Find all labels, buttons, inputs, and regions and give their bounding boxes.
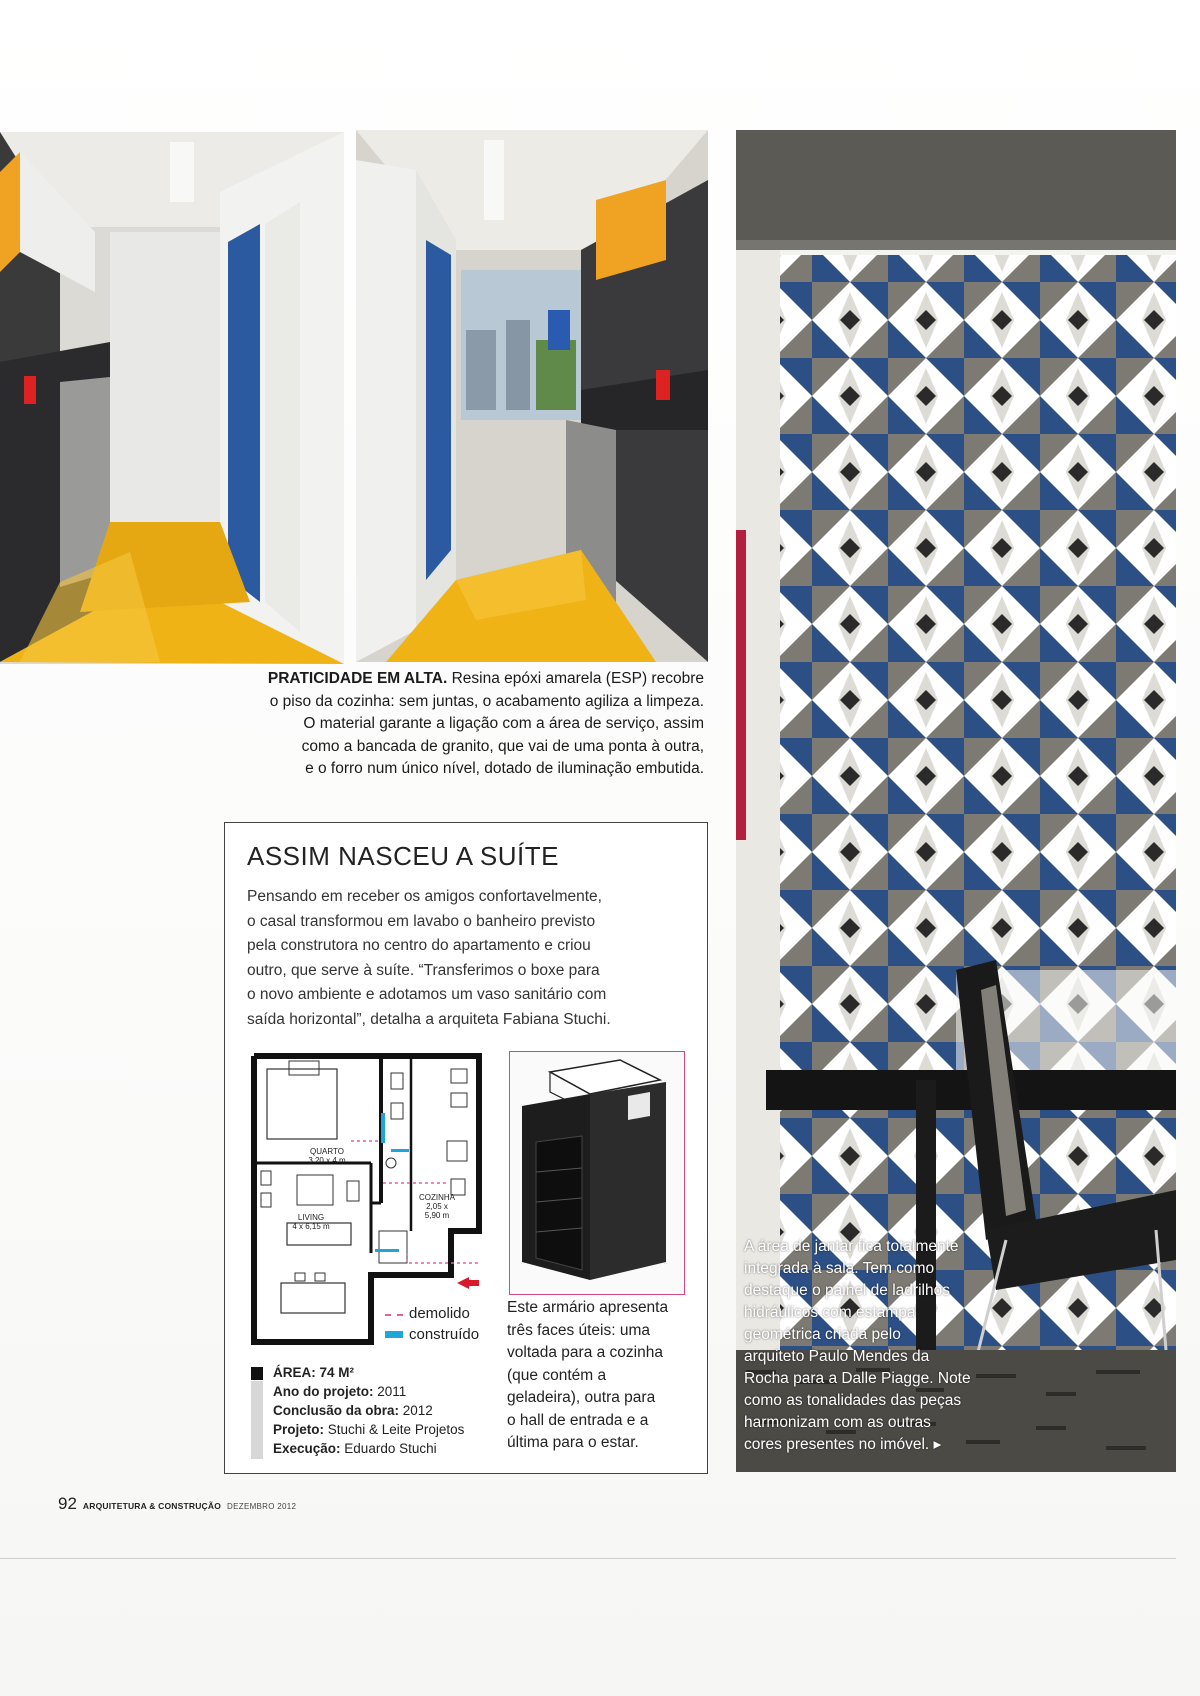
issue-date: DEZEMBRO 2012 (227, 1502, 297, 1511)
page-footer (58, 1494, 296, 1514)
room-label-living (281, 1213, 341, 1231)
kitchen-illustration-left (0, 132, 344, 664)
cabinet-text-line: última para o estar. (507, 1434, 639, 1451)
dining-caption-line: integrada à sala. Tem como (744, 1260, 935, 1277)
cabinet-text-line: o hall de entrada e a (507, 1411, 649, 1429)
caption-lead: PRATICIDADE EM ALTA. (267, 670, 448, 687)
kitchen-photo-left (0, 132, 344, 664)
caption-line-4: como a bancada de granito, que vai de uma ponta à outra, (301, 737, 704, 755)
page-number: 92 (58, 1494, 77, 1513)
cabinet-text-line: (que contém a (507, 1366, 607, 1384)
sidebar-body-line: Pensando em receber os amigos confortavelmente, (247, 888, 602, 905)
caption-line-1-text: Resina epóxi amarela (ESP) recobre (447, 670, 704, 687)
spec-done-label: Conclusão da obra: (273, 1403, 400, 1418)
dining-caption-line: harmonizam com as outras (744, 1414, 931, 1431)
magazine-name: ARQUITETURA & CONSTRUÇÃO (82, 1501, 222, 1511)
room-cozinha-size-b: 5,90 m (424, 1211, 450, 1220)
specs-bar-dark (251, 1367, 263, 1380)
dining-caption-line: arquiteto Paulo Mendes da (744, 1348, 930, 1365)
sidebar-body-line: saída horizontal”, detalha a arquiteta Fabiana Stuchi. (247, 1010, 611, 1028)
dining-caption (744, 1236, 984, 1456)
spec-project-value: Stuchi & Leite Projetos (324, 1422, 465, 1437)
legend-built (385, 1324, 479, 1345)
dining-caption-line: geométrica criada pelo (744, 1326, 901, 1343)
legend-built-label: construído (409, 1326, 480, 1343)
spec-year-label: Ano do projeto: (273, 1384, 374, 1399)
dining-caption-line: Rocha para a Dalle Piagge. Note (744, 1370, 971, 1387)
spec-year (273, 1382, 464, 1401)
room-cozinha-size-a: 2,05 x (426, 1202, 448, 1211)
legend-dash-swatch (385, 1314, 403, 1316)
bottom-rule (0, 1558, 1176, 1559)
spec-year-value: 2011 (373, 1384, 407, 1399)
room-living-size: 4 x 6,15 m (292, 1222, 330, 1231)
room-label-quarto (297, 1147, 357, 1165)
caption-line-2: o piso da cozinha: sem juntas, o acabamento agiliza a limpeza. (269, 692, 704, 710)
kitchen-caption (224, 668, 704, 781)
suite-sidebar-box (224, 822, 708, 1474)
dining-caption-line: A área de jantar fica totalmente (744, 1238, 959, 1255)
room-quarto-size: 3,20 x 4 m (308, 1156, 346, 1165)
room-cozinha-name: COZINHA (419, 1193, 455, 1202)
spec-done (273, 1401, 464, 1420)
sidebar-title: ASSIM NASCEU A SUÍTE (247, 841, 559, 871)
cabinet-text-line: três faces úteis: uma (507, 1321, 651, 1339)
spec-exec-value: Eduardo Stuchi (340, 1441, 437, 1456)
kitchen-illustration-right (356, 130, 708, 662)
legend-blue-swatch (385, 1331, 403, 1338)
room-label-cozinha (417, 1193, 457, 1220)
spec-project-label: Projeto: (273, 1422, 325, 1437)
dining-caption-line: hidráulicos com estampa (744, 1304, 916, 1321)
caption-line-1 (224, 668, 704, 691)
cabinet-illustration (509, 1051, 685, 1295)
specs-bar-light (251, 1381, 263, 1459)
dining-caption-line: cores presentes no imóvel. ▸ (744, 1436, 942, 1453)
plan-legend (385, 1303, 479, 1345)
legend-demolished-label: demolido (409, 1305, 470, 1322)
sidebar-body-line: o casal transformou em lavabo o banheiro previsto (247, 912, 596, 930)
dining-caption-line: destaque o painel de ladrilhos (744, 1282, 950, 1299)
sidebar-body-line: outro, que serve à suíte. “Transferimos o boxe para (247, 961, 600, 979)
floor-plan (251, 1053, 483, 1345)
dining-caption-line: como as tonalidades das peças (744, 1392, 962, 1409)
sidebar-body-line: o novo ambiente e adotamos um vaso sanitário com (247, 986, 607, 1003)
kitchen-photo-right (356, 130, 708, 662)
caption-line-5: e o forro num único nível, dotado de iluminação embutida. (305, 760, 704, 777)
room-living-name: LIVING (297, 1213, 325, 1222)
cabinet-text-line: Este armário apresenta (507, 1299, 669, 1316)
cabinet-text-line: voltada para a cozinha (507, 1344, 663, 1361)
spec-done-value: 2012 (399, 1403, 433, 1418)
legend-demolished (385, 1303, 479, 1324)
cabinet-text-line: geladeira), outra para (507, 1389, 656, 1406)
spec-project (273, 1420, 464, 1439)
spec-area-text: ÁREA: 74 M² (273, 1365, 355, 1380)
sidebar-body-line: pela construtora no centro do apartamento e criou (247, 937, 591, 954)
project-specs (251, 1363, 481, 1459)
spec-area (273, 1363, 464, 1382)
caption-line-3: O material garante a ligação com a área de serviço, assim (303, 715, 704, 732)
cabinet-description (507, 1297, 687, 1455)
specs-lines (273, 1363, 464, 1458)
room-quarto-name: QUARTO (310, 1147, 344, 1156)
sidebar-body (247, 885, 667, 1032)
cabinet-drawing (510, 1052, 684, 1294)
spec-exec-label: Execução: (273, 1441, 341, 1456)
spec-exec (273, 1439, 464, 1458)
